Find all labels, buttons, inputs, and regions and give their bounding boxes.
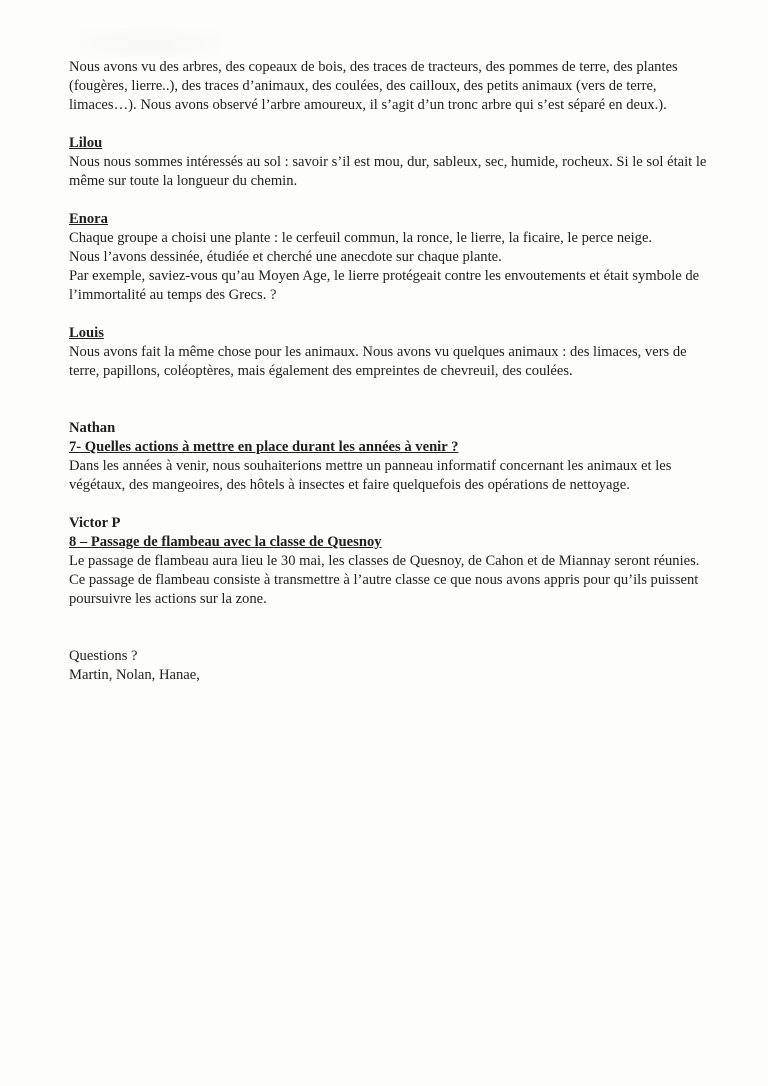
speaker-louis: Louis — [69, 325, 104, 341]
intro-paragraph: Nous avons vu des arbres, des copeaux de bois, des traces de tracteurs, des pommes de terre, des plantes (fougères, lierre..), des traces d’animaux, des coulées, des cailloux, des petits animaux (vers de terre, limaces…). Nous avons observé l’arbre amoureux, il s’agit d’un tronc arbre qui s’est séparé en deux.). — [69, 59, 678, 113]
louis-text: Nous avons fait la même chose pour les animaux. Nous avons vu quelques animaux : des limaces, vers de terre, papillons, coléoptères, mais également des empreintes de chevreuil, des coulées. — [69, 344, 687, 379]
lilou-text: Nous nous sommes intéressés au sol : savoir s’il est mou, dur, sableux, sec, humide, rocheux. Si le sol était le même sur toute la longueur du chemin. — [69, 154, 707, 189]
closing-names: Martin, Nolan, Hanae, — [69, 667, 200, 683]
closing-section — [69, 647, 709, 685]
document-body — [69, 58, 709, 685]
speaker-lilou: Lilou — [69, 135, 103, 151]
victor-section — [69, 514, 709, 609]
nathan-section — [69, 419, 709, 495]
section-8-heading: 8 – Passage de flambeau avec la classe de Quesnoy — [69, 534, 382, 550]
speaker-enora: Enora — [69, 211, 108, 227]
enora-section — [69, 210, 709, 305]
intro-section — [69, 58, 709, 115]
nathan-text: Dans les années à venir, nous souhaiterions mettre un panneau informatif concernant les animaux et les végétaux, des mangeoires, des hôtels à insectes et faire quelquefois des opérations de nettoyage. — [69, 458, 672, 493]
enora-line-2: Nous l’avons dessinée, étudiée et cherché une anecdote sur chaque plante. — [69, 249, 502, 265]
speaker-nathan: Nathan — [69, 420, 116, 436]
enora-line-1: Chaque groupe a choisi une plante : le cerfeuil commun, la ronce, le lierre, la ficaire, le perce neige. — [69, 230, 653, 246]
scan-artifact — [80, 28, 220, 58]
lilou-section — [69, 134, 709, 191]
victor-line-1: Le passage de flambeau aura lieu le 30 mai, les classes de Quesnoy, de Cahon et de Miannay seront réunies. — [69, 553, 700, 569]
section-7-heading: 7- Quelles actions à mettre en place durant les années à venir ? — [69, 439, 459, 455]
questions-label: Questions ? — [69, 648, 138, 664]
enora-line-3: Par exemple, saviez-vous qu’au Moyen Age, le lierre protégeait contre les envoutements et était symbole de l’immortalité au temps des Grecs. ? — [69, 268, 700, 303]
speaker-victor: Victor P — [69, 515, 121, 531]
victor-line-2: Ce passage de flambeau consiste à transmettre à l’autre classe ce que nous avons appris pour qu’ils puissent poursuivre les actions sur la zone. — [69, 572, 699, 607]
louis-section — [69, 324, 709, 381]
